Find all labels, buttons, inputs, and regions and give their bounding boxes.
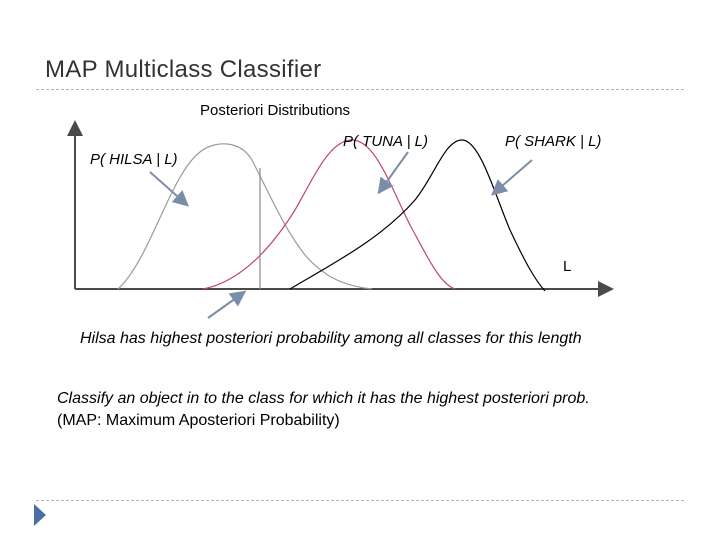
caption-map-definition: (MAP: Maximum Aposteriori Probability) <box>57 412 340 429</box>
slide-title: MAP Multiclass Classifier <box>45 56 322 83</box>
footer-divider <box>36 500 684 501</box>
shark-pointer-arrow <box>494 160 532 193</box>
caption-hilsa-highest: Hilsa has highest posteriori probability among all classes for this length <box>80 330 582 347</box>
axis-label: L <box>563 258 572 275</box>
tuna-label: P( TUNA | L) <box>343 133 429 150</box>
caption-classify-rule: Classify an object in to the class for which it has the highest posteriori prob. <box>57 390 590 407</box>
shark-label: P( SHARK | L) <box>505 133 602 150</box>
hilsa-label: P( HILSA | L) <box>90 151 178 168</box>
diagram-heading: Posteriori Distributions <box>200 102 351 119</box>
shark-curve <box>290 140 545 291</box>
triangle-right-icon[interactable] <box>34 504 46 526</box>
decision-pointer-arrow <box>208 293 243 318</box>
